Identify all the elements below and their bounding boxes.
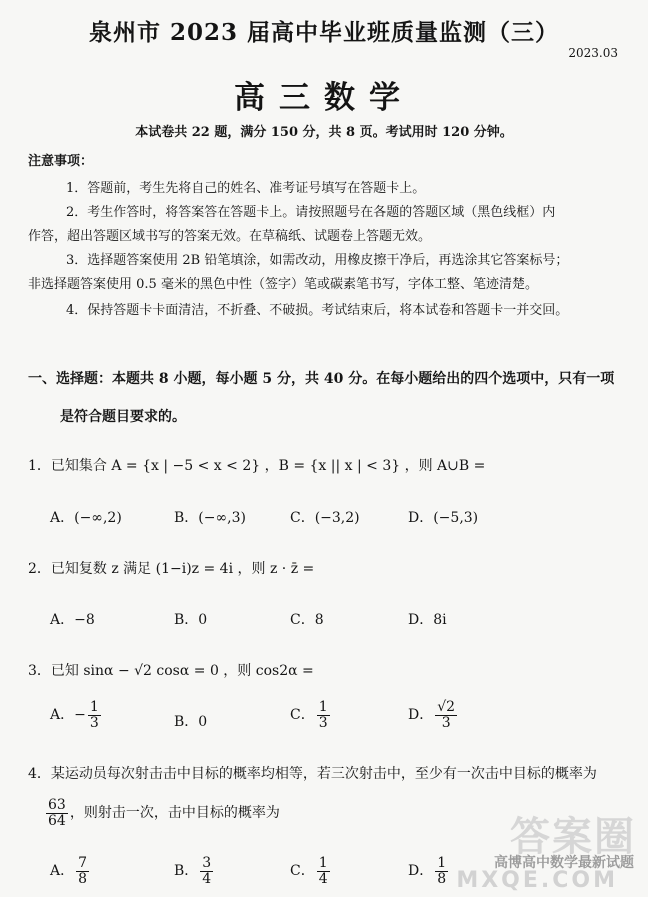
watermark-channel: 高博高中数学最新试题: [494, 855, 634, 871]
fraction-numerator: 3: [202, 855, 212, 871]
q4-option-d-label: D．: [408, 863, 434, 880]
question-1-stem: 1．已知集合 A = {x | −5 < x < 2} ，B = {x || x | < 3} ，则 A∪B =: [28, 458, 486, 474]
q1-option-b: B．(−∞,3): [174, 510, 246, 526]
q1-option-c: C．(−3,2): [290, 510, 360, 526]
q4-option-d-fraction: [435, 856, 448, 886]
q3-option-b: B．0: [174, 714, 208, 730]
exam-info: 本试卷共 22 题，满分 150 分，共 8 页。考试用时 120 分钟。: [135, 125, 513, 140]
question-4-stem: 4．某运动员每次射击击中目标的概率均相等，若三次射击中，至少有一次击中目标的概率为: [28, 766, 597, 782]
q3-option-c-fraction: [317, 700, 330, 730]
q3-option-a-label: A．: [50, 707, 75, 724]
section-heading-cont: 是符合题目要求的。: [60, 409, 186, 425]
question-3-stem: 3．已知 sinα − √2 cosα = 0 ，则 cos2α =: [28, 663, 314, 679]
q2-option-b: B．0: [174, 612, 208, 628]
notes-heading: 注意事项：: [28, 154, 94, 169]
fraction-denominator: 64: [48, 812, 66, 829]
note-line-6: 4．保持答题卡卡面清洁，不折叠、不破损。考试结束后，将本试卷和答题卡一并交回。: [66, 303, 569, 318]
fraction-numerator: 1: [437, 855, 447, 871]
fraction-denominator: 4: [202, 870, 212, 887]
q4-option-b-label: B．: [174, 863, 199, 880]
note-line-3: 作答，超出答题区域书写的答案无效。在草稿纸、试题卷上答题无效。: [28, 229, 432, 244]
q3-option-d: [408, 700, 459, 730]
section-heading: 一、选择题：本题共 8 小题，每小题 5 分，共 40 分。在每小题给出的四个选项中，只有一项: [28, 371, 615, 387]
q4-option-b: [174, 856, 215, 886]
question-4-stem-cont: [44, 798, 280, 828]
q4-option-c-fraction: [317, 856, 330, 886]
q4-option-c-label: C．: [290, 863, 315, 880]
q3-option-a-sign: −: [74, 707, 86, 724]
q4-probability-fraction: [46, 798, 68, 828]
note-line-4: 3．选择题答案使用 2B 铅笔填涂，如需改动，用橡皮擦干净后，再选涂其它答案标号；: [66, 253, 569, 268]
q1-option-a: A．(−∞,2): [50, 510, 122, 526]
q4-stem-tail: ，则射击一次，击中目标的概率为: [69, 805, 280, 822]
watermark-url: MXQE.COM: [456, 868, 618, 893]
fraction-denominator: 8: [78, 870, 88, 887]
q2-option-d: D．8i: [408, 612, 447, 628]
q4-option-a-label: A．: [50, 863, 75, 880]
q3-option-c: [290, 700, 332, 730]
q3-option-d-fraction: [435, 700, 457, 730]
q3-option-d-label: D．: [408, 707, 434, 724]
note-line-1: 1．答题前，考生先将自己的姓名、准考证号填写在答题卡上。: [66, 181, 426, 196]
q3-option-c-label: C．: [290, 707, 315, 724]
exam-date: 2023.03: [568, 46, 618, 60]
q3-option-a: [50, 700, 103, 730]
exam-title: 泉州市 2023 届高中毕业班质量监测（三）: [88, 19, 560, 46]
q2-option-a: A．−8: [50, 612, 95, 628]
q4-option-c: [290, 856, 332, 886]
fraction-numerator: 1: [318, 855, 328, 871]
fraction-numerator: 1: [318, 699, 328, 715]
fraction-numerator: 1: [89, 699, 99, 715]
fraction-denominator: 3: [441, 714, 451, 731]
question-2-stem: 2．已知复数 z 满足 (1−i)z = 4i ，则 z · z̄ =: [28, 561, 315, 577]
fraction-denominator: 3: [318, 714, 328, 731]
watermark-logo-text: 答案圈: [510, 814, 636, 860]
fraction-numerator: √2: [437, 699, 456, 715]
fraction-denominator: 8: [437, 870, 447, 887]
note-line-5: 非选择题答案使用 0.5 毫米的黑色中性（签字）笔或碳素笔书写，字体工整、笔迹清楚。: [28, 277, 538, 292]
q4-option-a-fraction: [76, 856, 89, 886]
q1-option-d: D．(−5,3): [408, 510, 479, 526]
q4-option-b-fraction: [200, 856, 213, 886]
note-line-2: 2．考生作答时，将答案答在答题卡上。请按照题号在各题的答题区域（黑色线框）内: [66, 205, 556, 220]
fraction-numerator: 7: [78, 855, 88, 871]
q4-option-d: [408, 856, 450, 886]
q3-option-a-fraction: [88, 700, 101, 730]
q4-option-a: [50, 856, 91, 886]
subject-title: 高三数学: [234, 80, 414, 116]
fraction-numerator: 63: [48, 797, 66, 813]
q2-option-c: C．8: [290, 612, 324, 628]
fraction-denominator: 3: [89, 714, 99, 731]
fraction-denominator: 4: [318, 870, 328, 887]
